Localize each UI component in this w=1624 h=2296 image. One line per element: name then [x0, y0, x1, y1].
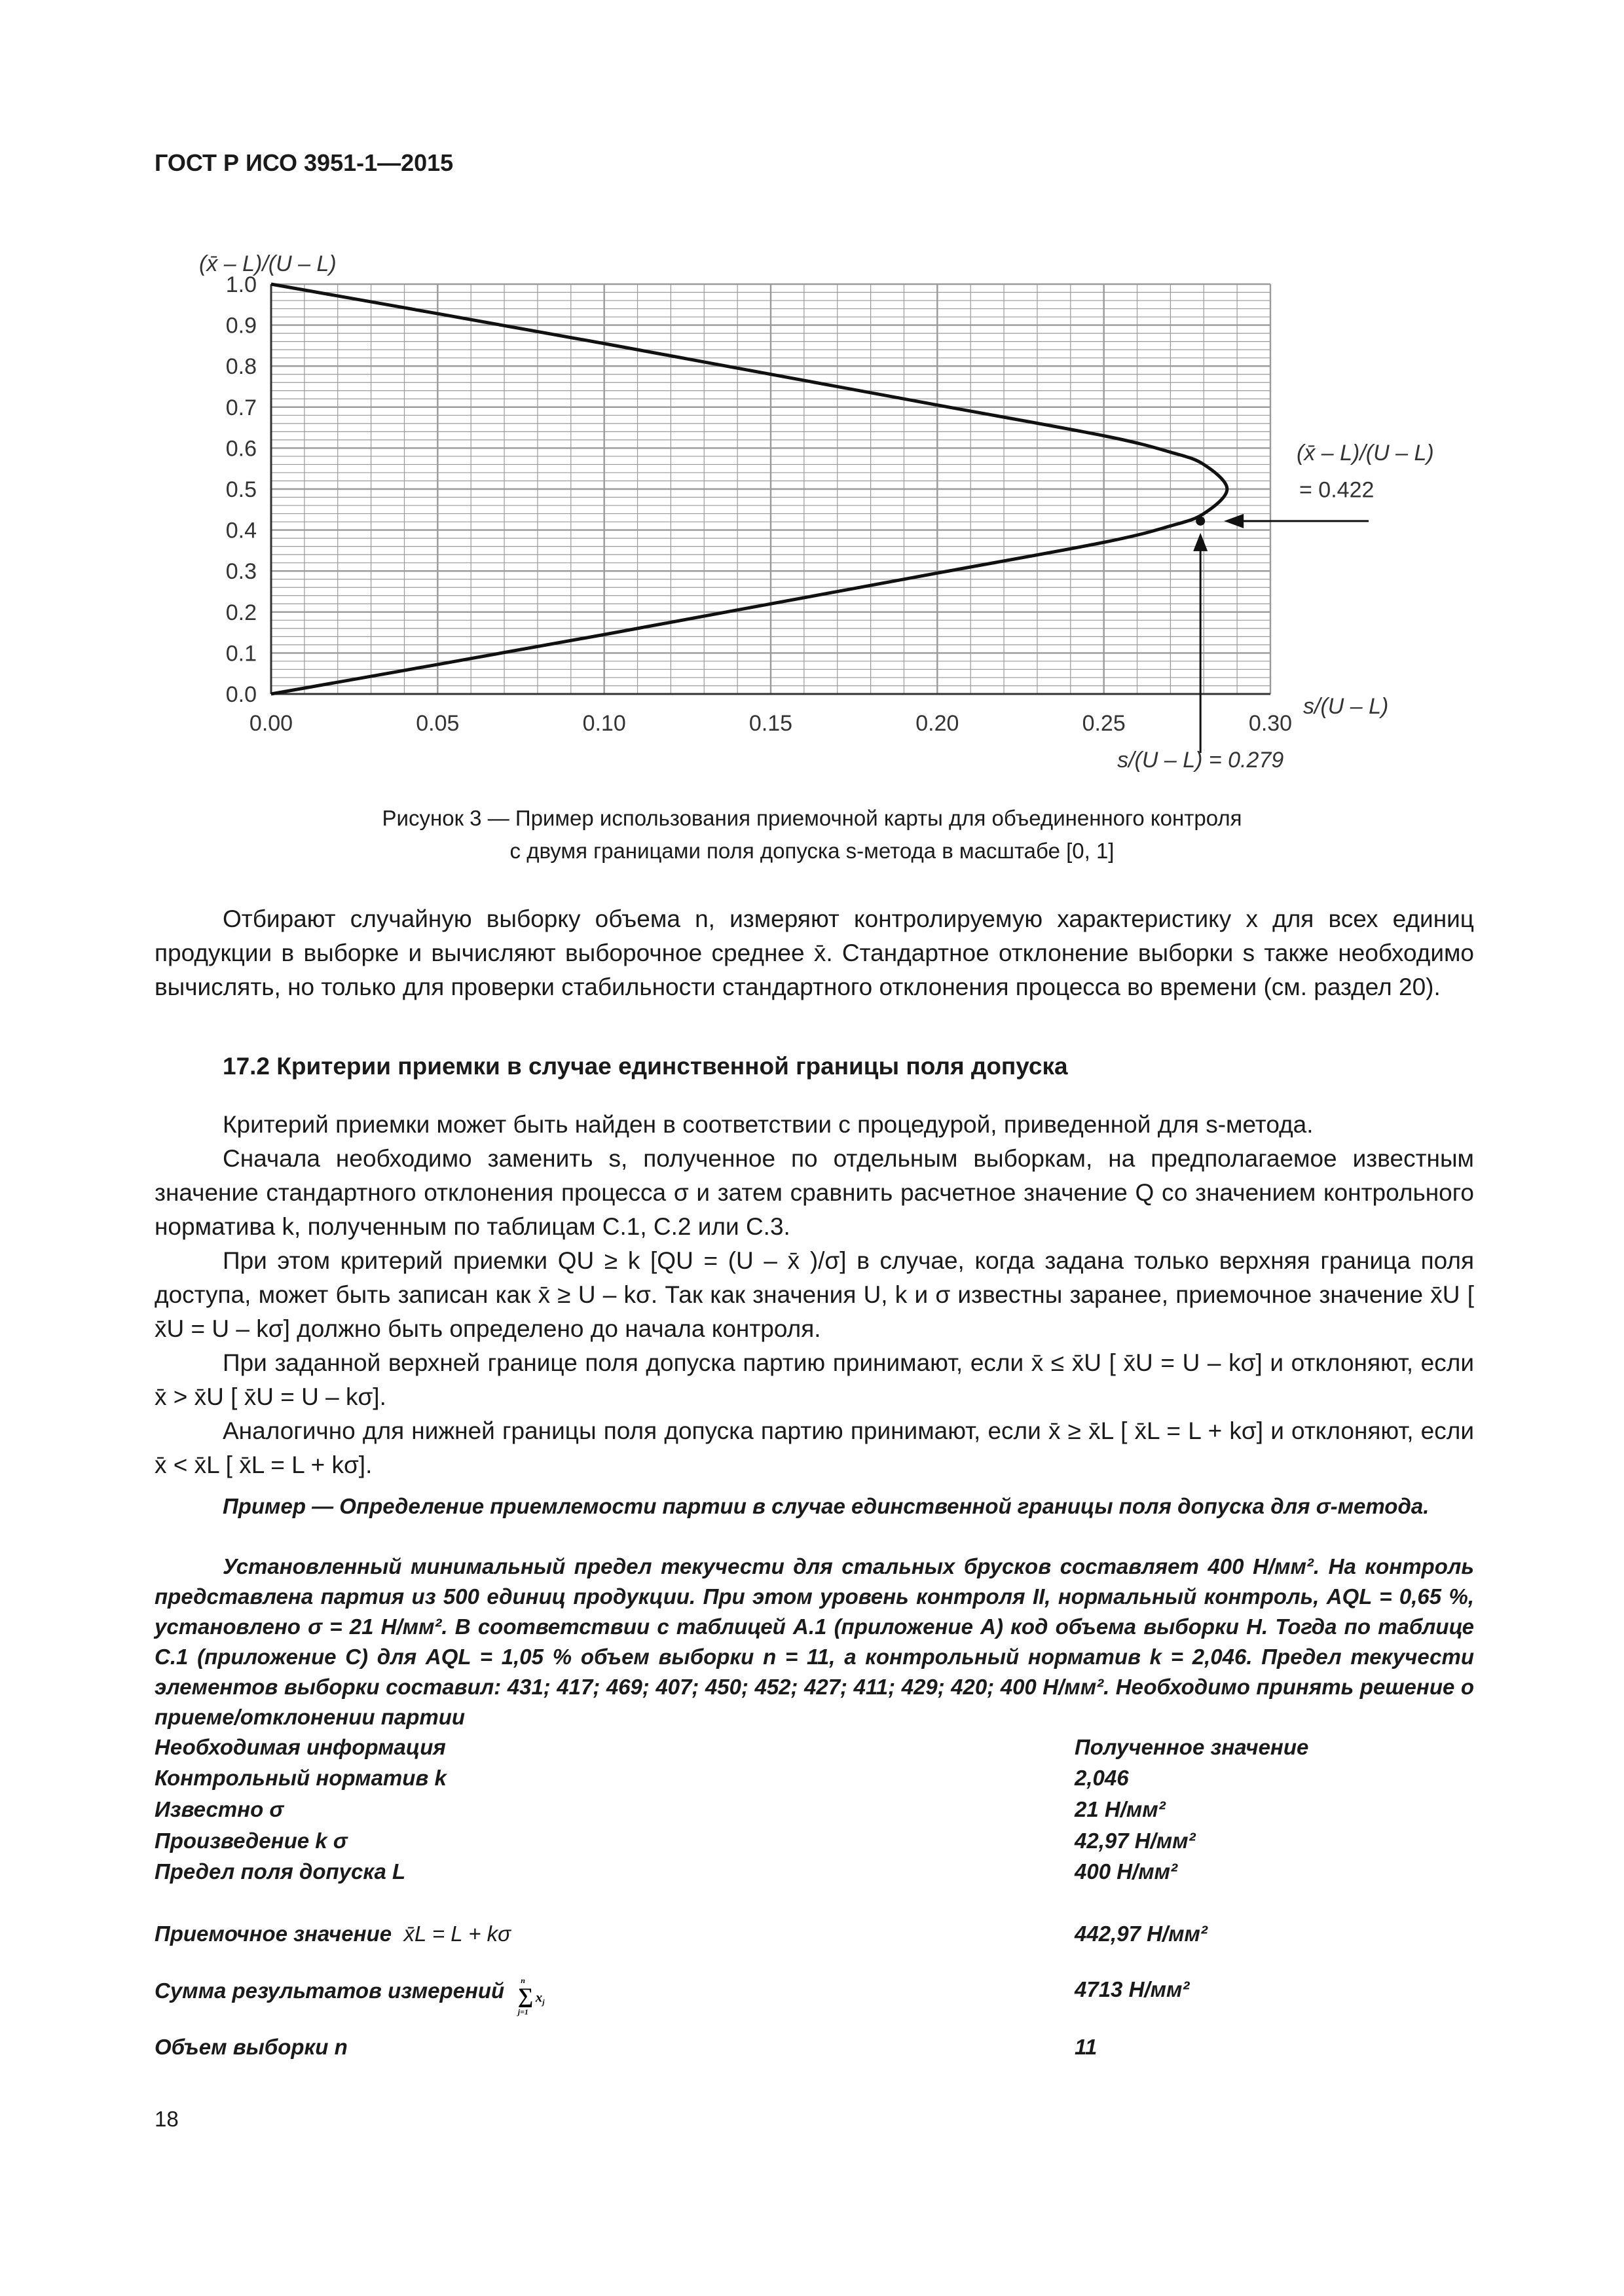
row-value: 2,046: [1075, 1766, 1129, 1790]
y-tick-label: 0.7: [225, 395, 257, 420]
x-tick-label: 0.15: [748, 711, 793, 736]
x-tick-label: 0.25: [1082, 711, 1126, 736]
svg-text:∑: ∑: [518, 1984, 534, 2008]
sample-point: [1196, 517, 1205, 526]
y-tick-label: 1.0: [225, 272, 257, 297]
row-value: 442,97 Н/мм²: [1075, 1922, 1208, 1946]
x-tick-label: 0.05: [416, 711, 460, 736]
paragraph-sampling: Отбирают случайную выборку объема n, измеряют контролируемую характеристику x для всех единиц продукции в выборке и вычисляют выборочное среднее x̄. Стандартное отклонение выборки s также необходимо вычислять, но только для проверки стабильности стандартного отклонения процесса во времени (см. раздел 20).: [155, 905, 1474, 1000]
row-key: Произведение k σ: [155, 1829, 348, 1853]
row-key: Контрольный норматив k: [155, 1766, 447, 1790]
svg-text:n: n: [521, 1977, 526, 1985]
paragraph-upper-limit: При этом критерий приемки QU ≥ k [QU = (U – x̄ )/σ] в случае, когда задана только верхняя граница поля доступа, может быть записан как x̄ ≥ U – kσ. Так как значения U, k и σ известны заранее, приемочное значение x̄U [ x̄U = U – kσ] должно быть определено до начала контроля.: [155, 1247, 1474, 1342]
example-row-product: [155, 1829, 1474, 1861]
arrow-vertical-head: [1193, 533, 1208, 551]
y-tick-label: 0.5: [225, 477, 257, 502]
x-tick-label: 0.30: [1248, 711, 1293, 736]
annotation-x-label: s/(U – L) = 0.279: [1117, 748, 1284, 773]
svg-text:j=1: j=1: [518, 2007, 529, 2016]
y-tick-label: 0.0: [225, 682, 257, 707]
x-tick-label: 0.20: [915, 711, 959, 736]
row-key: Объем выборки n: [155, 2035, 348, 2059]
row-value: 11: [1075, 2035, 1098, 2059]
sum-symbol-icon: [510, 1977, 556, 2016]
example-title: Пример — Определение приемлемости партии в случае единственной границы поля допуска для σ-метода.: [223, 1494, 1430, 1518]
y-tick-label: 0.3: [225, 559, 257, 585]
row-key: Необходимая информация: [155, 1735, 446, 1759]
y-tick-label: 0.2: [225, 600, 257, 625]
row-formula: x̄L = L + kσ: [403, 1922, 511, 1946]
row-value: 42,97 Н/мм²: [1075, 1829, 1196, 1853]
row-value: Полученное значение: [1075, 1735, 1309, 1759]
example-row-acceptance-value: [155, 1922, 1474, 1954]
row-value: 400 Н/мм²: [1075, 1859, 1178, 1884]
caption-line-1: Рисунок 3 — Пример использования приемочной карты для объединенного контроля: [382, 806, 1242, 830]
example-row-k: [155, 1766, 1474, 1798]
y-axis-label: (x̄ – L)/(U – L): [199, 251, 337, 276]
row-key: Предел поля допуска L: [155, 1859, 406, 1884]
row-key: Приемочное значение x̄L = L + kσ: [155, 1922, 511, 1946]
y-tick-label: 0.1: [225, 641, 257, 666]
y-tick-label: 0.8: [225, 354, 257, 380]
x-axis-label: s/(U – L): [1303, 694, 1389, 719]
paragraph-lower-accept: Аналогично для нижней границы поля допуска партию принимают, если x̄ ≥ x̄L [ x̄L = L + kσ] и отклоняют, если x̄ < x̄L [ x̄L = L + kσ].: [155, 1417, 1474, 1478]
x-tick-label: 0.00: [249, 711, 293, 736]
svg-text:j: j: [542, 1997, 545, 2007]
example-text: Установленный минимальный предел текучести для стальных брусков составляет 400 Н/мм². На контроль представлена партия из 500 единиц продукции. При этом уровень контроля II, нормальный контроль, AQL = 0,65 %, установлено σ = 21 Н/мм². В соответствии с таблицей А.1 (приложение А) код объема выборки Н. Тогда по таблице С.1 (приложение С) для AQL = 1,05 % объем выборки n = 11, а контрольный норматив k = 2,046. Предел текучести элементов выборки составил: 431; 417; 469; 407; 450; 452; 427; 411; 429; 420; 400 Н/мм². Необходимо принять решение о приеме/отклонении партии: [155, 1554, 1474, 1729]
row-key: Известно σ: [155, 1797, 284, 1821]
svg-text:x: x: [536, 1989, 543, 2005]
row-value: 21 Н/мм²: [1075, 1797, 1166, 1821]
annotation-y-value: = 0.422: [1299, 477, 1375, 503]
y-tick-label: 0.4: [225, 518, 257, 543]
annotation-y-label: (x̄ – L)/(U – L): [1297, 441, 1434, 466]
example-row-header: [155, 1735, 1474, 1768]
y-tick-label: 0.6: [225, 436, 257, 462]
example-row-sigma: [155, 1797, 1474, 1830]
paragraph-upper-accept: При заданной верхней границе поля допуска партию принимают, если x̄ ≤ x̄U [ x̄U = U – kσ] и отклоняют, если x̄ > x̄U [ x̄U = U – kσ].: [155, 1349, 1474, 1410]
section-heading-17-2: 17.2 Критерии приемки в случае единственной границы поля допуска: [223, 1053, 1068, 1080]
caption-line-2: с двумя границами поля допуска s-метода в масштабе [0, 1]: [509, 839, 1115, 863]
page-number: 18: [155, 2107, 179, 2131]
x-tick-label: 0.10: [582, 711, 626, 736]
example-row-sum: [155, 1977, 1474, 2023]
document-header: ГОСТ Р ИСО 3951-1—2015: [155, 149, 454, 176]
chart-ticks: [199, 251, 1388, 736]
example-row-sample-size: [155, 2035, 1474, 2068]
figure-caption: [0, 802, 1624, 867]
example-row-limit: [155, 1859, 1474, 1892]
acceptance-chart: [164, 229, 1441, 786]
chart-grid: [271, 284, 1270, 694]
row-key: Сумма результатов измерений n ∑ x j j=1: [155, 1977, 556, 2016]
paragraph-replace-s: Сначала необходимо заменить s, полученное по отдельным выборкам, на предполагаемое известным значение стандартного отклонения процесса σ и затем сравнить расчетное значение Q со значением контрольного норматива k, полученным по таблицам С.1, С.2 или С.3.: [155, 1145, 1474, 1240]
y-tick-label: 0.9: [225, 313, 257, 338]
paragraph-criterion: Критерий приемки может быть найден в соответствии с процедурой, приведенной для s-метода.: [223, 1111, 1314, 1138]
arrow-horizontal-head: [1224, 514, 1244, 528]
row-value: 4713 Н/мм²: [1075, 1977, 1190, 2001]
